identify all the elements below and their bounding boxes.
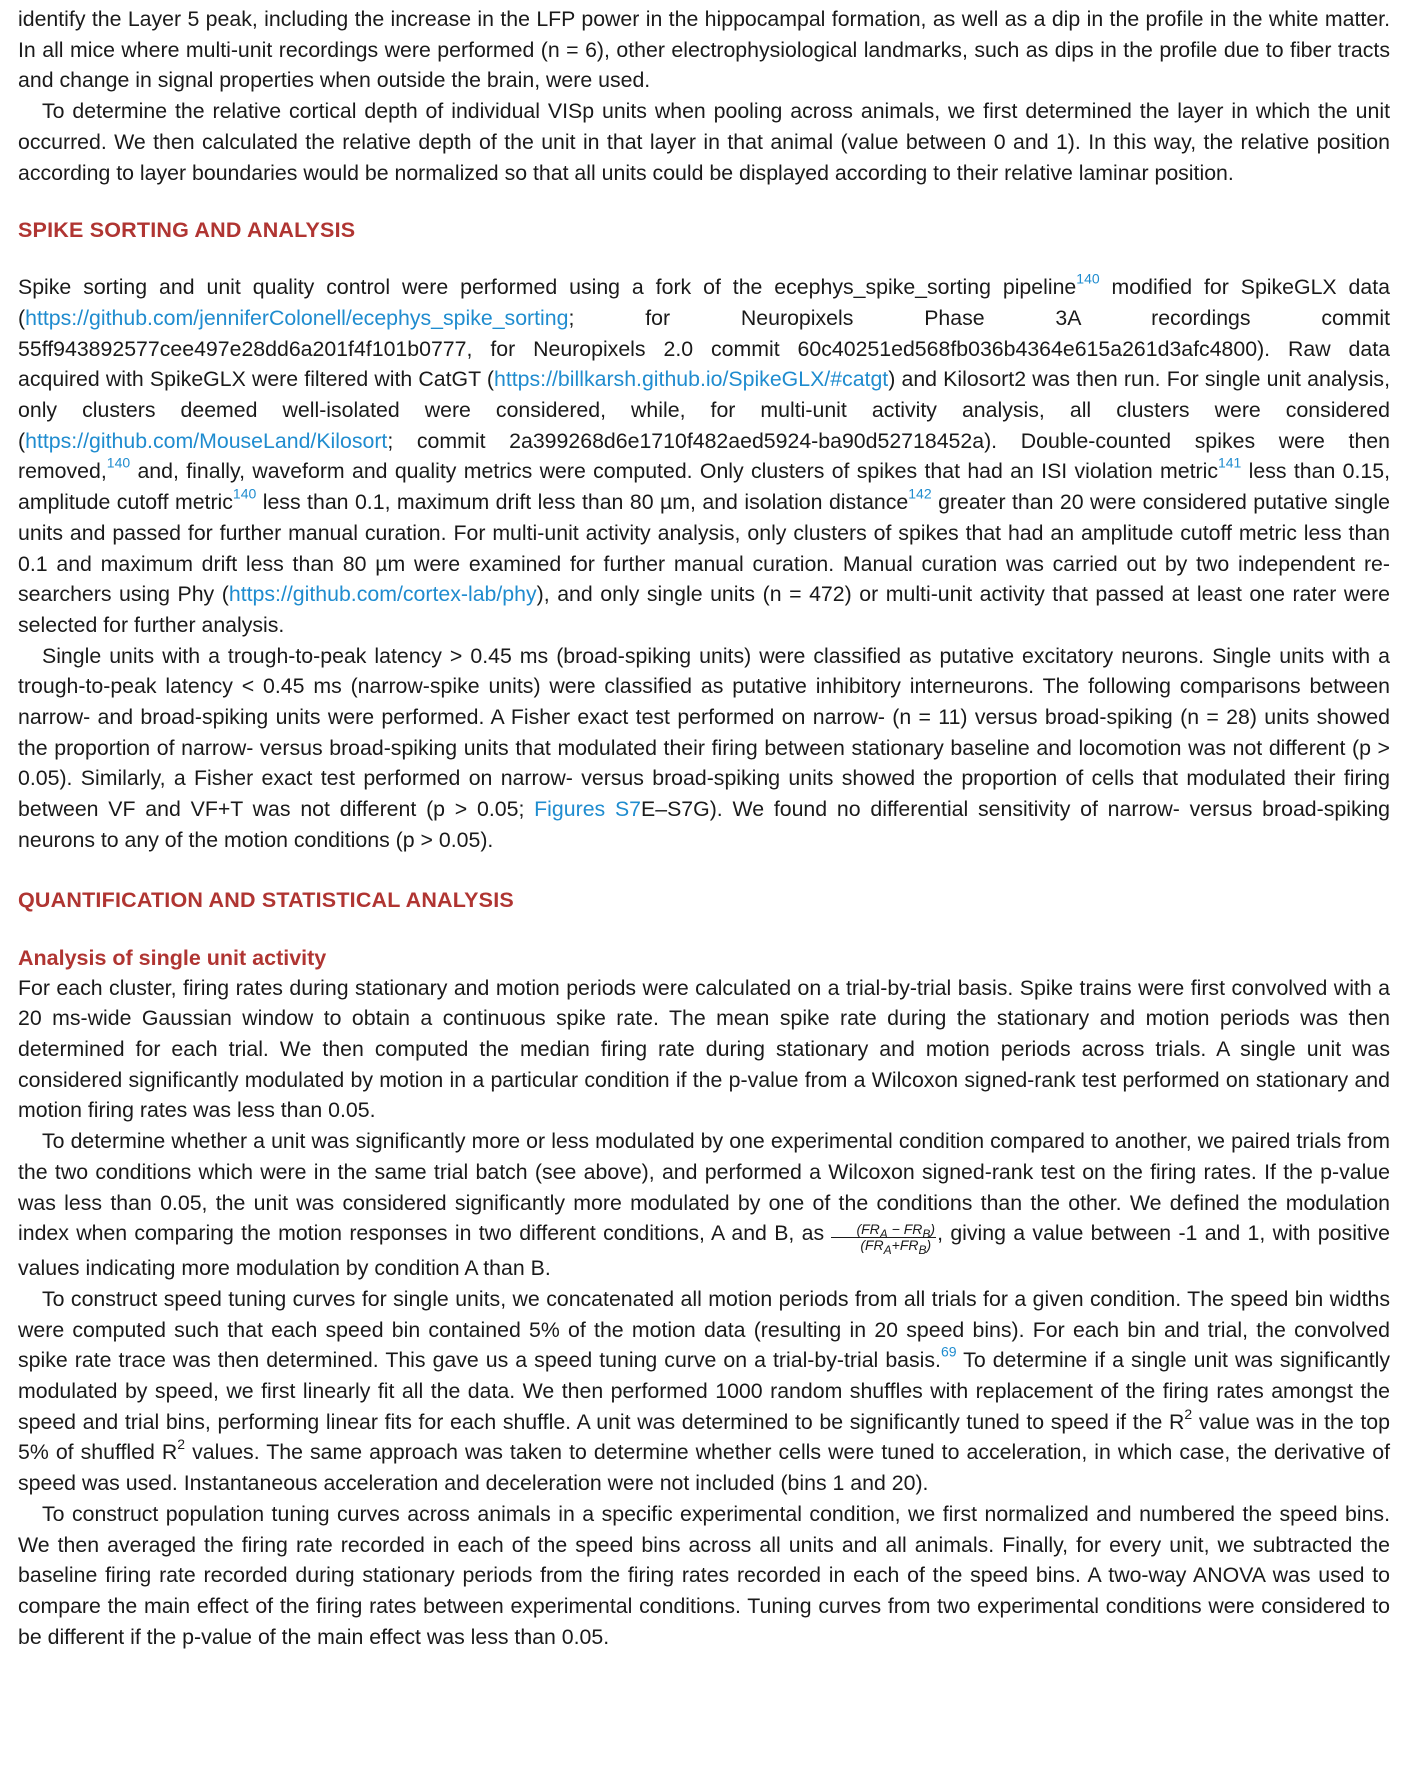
kilosort-github-link[interactable]: https://github.com/MouseLand/Kilosort (25, 428, 388, 453)
subsection-heading-single-unit: Analysis of single unit activity (18, 945, 327, 970)
quant-paragraph-1: For each cluster, firing rates during stationary and motion periods were calculated on a trial-by-trial basis. Spike trains were first convolved with a 20 ms-wide Gaussian window to obtain a continuous spike rate. The mean spike rate during the stationary and motion periods was then determined for each trial. We then computed the median firing rate during stationary and motion periods across trials. A single unit was considered significantly modulated by motion in a particular condition if the p-value from a Wilcoxon signed-rank test performed on stationary and motion firing rates was less than 0.05. (18, 975, 1390, 1123)
section-heading-quantification: QUANTIFICATION AND STATISTICAL ANALYSIS (18, 887, 514, 912)
ecephys-github-link[interactable]: https://github.com/jenniferColonell/ecephys_spike_sorting (25, 305, 569, 330)
citation-ref[interactable]: 69 (940, 1343, 957, 1360)
quant-paragraph-3: To construct speed tuning curves for single units, we concatenated all motion periods from all trials for a given condition. The speed bin widths were computed such that each speed bin contained 5% of the motion data (resulting in 20 speed bins). For each bin and trial, the convolved spike rate trace was then determined. This gave us a speed tuning curve on a trial-by-trial basis.$^{69}$ To determine if a single unit was significantly modulated by speed, we first linearly fit all the data. We then performed 1000 random shuffles with replacement of the firing rates amongst the speed and trial bins, performing linear fits for each shuffle. A unit was determined to be significantly tuned to speed if the $R^2$ value was in the top 5% of shuffled $R^2$ values. The same approach was taken to determine whether cells were tuned to acceleration, in which case, the derivative of speed was used. Instantaneous acceleration and deceleration were not included (bins 1 and 20). (18, 1286, 1390, 1496)
figure-s7-link[interactable]: Figures S7 (534, 797, 642, 822)
citation-ref[interactable]: 141 (1217, 454, 1242, 471)
modulation-index-formula: $\frac{(FR_A - FR_B)}{(FR_A+FR_B)}$ (831, 1222, 936, 1253)
catgt-link[interactable]: https://billkarsh.github.io/SpikeGLX/#catgt (494, 367, 889, 392)
spike-sorting-paragraph-2: Single units with a trough-to-peak latency > 0.45 ms (broad-spiking units) were classified as putative excitatory neurons. Single units with a trough-to-peak latency < 0.45 ms (narrow-spike units) were classified as putative inhibitory interneurons. The following comparisons between narrow- and broad-spiking units were performed. A Fisher exact test performed on narrow- (n = 11) versus broad-spiking (n = 28) units showed the proportion of narrow- versus broad-spiking units that modulated their firing between stationary baseline and locomotion was not different (p > 0.05). Similarly, a Fisher exact test performed on narrow- versus broad-spiking units showed the proportion of cells that modulated their firing between VF and VF+T was not different (p > 0.05; Figures S7E–S7G). We found no differential sensitivity of narrow- versus broad-spiking neurons to any of the motion conditions (p > 0.05). (18, 643, 1391, 852)
citation-ref[interactable]: 142 (908, 485, 932, 502)
quant-paragraph-4: To construct population tuning curves across animals in a specific experimental condition, we first normalized and numbered the speed bins. We then averaged the firing rate recorded in each of the speed bins across all units and all animals. Finally, for every unit, we subtracted the baseline firing rate recorded during stationary periods from the firing rates recorded in each of the speed bins. A two-way ANOVA was used to compare the main effect of the firing rates between experimental conditions. Tuning curves from two experimental conditions were considered to be different if the p-value of the main effect was less than 0.05. (18, 1501, 1390, 1649)
phy-github-link[interactable]: https://github.com/cortex-lab/phy (228, 582, 537, 607)
intro-paragraph-2: To determine the relative cortical depth of individual VISp units when pooling across animals, we first determined the layer in which the unit occurred. We then calculated the relative depth of the unit in that layer in that animal (value between 0 and 1). In this way, the relative position according to layer boundaries would be normalized so that all units could be displayed according to their relative laminar position. (18, 99, 1390, 185)
citation-ref[interactable]: 140 (232, 485, 257, 502)
spike-sorting-paragraph-1: Spike sorting and unit quality control were performed using a fork of the ecephys_spike_sorting pipeline$^{140}$ modified for SpikeGLX data (https://github.com/jenniferColonell/ecephys_spike_sorting; for Neuropixels Phase 3A recordings commit 55ff943892577cee497e28dd6a201f4f101b0777, for Neuropixels 2.0 commit 60c40251ed568fb036b4364e615a261d3afc4800). Raw data acquired with SpikeGLX were filtered with CatGT (https://billkarsh.github.io/SpikeGLX/#catgt) and Kilosort2 was then run. For single unit analysis, only clusters deemed well-isolated were considered, while, for multi-unit activity analysis, all clusters were considered (https://github.com/MouseLand/Kilosort; commit 2a399268d6e1710f482aed5924-ba90d52718452a). Double-counted spikes were then removed,$^{140}$ and, finally, waveform and quality metrics were computed. Only clusters of spikes that had an ISI violation metric$^{141}$ less than 0.15, amplitude cutoff metric$^{140}$ less than 0.1, maximum drift less than 80 µm, and isolation distance$^{142}$ greater than 20 were considered putative single units and passed for further manual curation. For multi-unit activity analysis, only clusters of spikes that had an amplitude cutoff metric less than 0.1 and maximum drift less than 80 µm were examined for further manual curation. Manual curation was carried out by two independent researchers using Phy (https://github.com/cortex-lab/phy), and only single units (n = 472) or multi-unit activity that passed at least one rater were selected for further analysis. (18, 270, 1391, 637)
quant-paragraph-2: To determine whether a unit was significantly more or less modulated by one experimental condition compared to another, we paired trials from the two conditions which were in the same trial batch (see above), and performed a Wilcoxon signed-rank test on the firing rates. If the p-value was less than 0.05, the unit was considered significantly more modulated by one of the conditions than the other. We defined the modulation index when comparing the motion responses in two different conditions, A and B, as $\frac{(FR_A - FR_B)}{(FR_A+FR_B)}$ , giving a value between -1 and 1, with positive values indicating more modulation by condition A than B. (18, 1129, 1390, 1281)
intro-paragraph-1: identify the Layer 5 peak, including the increase in the LFP power in the hippocampal formation, as well as a dip in the profile in the white matter. In all mice where multi-unit recordings were performed (n = 6), other electrophysiological landmarks, such as dips in the profile due to fiber tracts and change in signal properties when outside the brain, were used. (18, 7, 1390, 93)
citation-ref[interactable]: 140 (106, 454, 131, 471)
section-heading-spike-sorting: SPIKE SORTING AND ANALYSIS (18, 218, 356, 243)
citation-ref[interactable]: 140 (1076, 270, 1100, 287)
